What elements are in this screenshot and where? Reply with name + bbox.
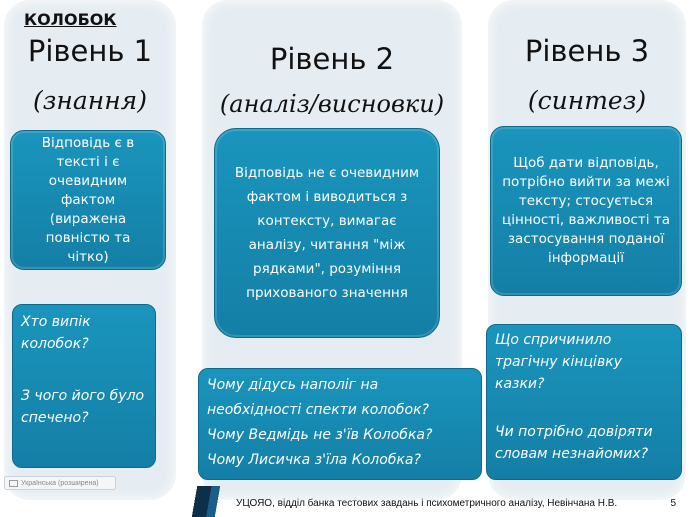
question-text: Хто випік колобок? bbox=[21, 314, 91, 352]
level-3-subtitle: (синтез) bbox=[527, 86, 647, 115]
slide-title: КОЛОБОК bbox=[24, 10, 117, 29]
level-2-questions bbox=[198, 368, 482, 480]
level-3-questions bbox=[486, 324, 682, 480]
decorative-stripe bbox=[180, 486, 232, 517]
footer bbox=[236, 498, 686, 509]
level-1-subtitle: (знання) bbox=[32, 86, 147, 115]
question-text: Що спричинило трагічну кінцівку казки? bbox=[495, 332, 622, 392]
language-indicator[interactable] bbox=[4, 476, 116, 490]
level-1-description bbox=[10, 130, 166, 270]
footer-text: УЦОЯО, відділ банка тестових завдань і психометричного аналізу, Невінчана Н.В. bbox=[236, 498, 618, 509]
level-1-title: Рівень 1 bbox=[27, 34, 153, 68]
level-2-description bbox=[214, 128, 440, 338]
level-1-description-text: Відповідь є в тексті і є очевидним фактом (виражена повністю та чітко) bbox=[41, 134, 135, 265]
level-3-description bbox=[490, 126, 682, 296]
level-2-description-text: Відповідь не є очевидним фактом і виводиться з контексту, вимагає аналізу, читання "між рядками", розуміння прихованого значення bbox=[234, 165, 420, 301]
keyboard-icon bbox=[9, 480, 18, 487]
level-2-title: Рівень 2 bbox=[269, 42, 395, 76]
question-text: Чи потрібно довіряти словам незнайомих? bbox=[495, 424, 653, 462]
page-number: 5 bbox=[670, 498, 676, 509]
question-text: Чому дідусь наполіг на необхідності спекти колобок? bbox=[207, 377, 429, 418]
question-text: Чому Ведмідь не з'їв Колобка? bbox=[207, 427, 433, 443]
question-text: З чого його було спечено? bbox=[21, 388, 145, 426]
level-3-title: Рівень 3 bbox=[524, 34, 650, 68]
level-3-description-text: Щоб дати відповідь, потрібно вийти за межі тексту; стосується цінності, важливості та застосування поданої інформації bbox=[502, 155, 670, 266]
level-1-questions bbox=[12, 304, 156, 468]
language-label: Українська (розширена) bbox=[21, 479, 99, 487]
level-2-subtitle: (аналіз/висновки) bbox=[219, 90, 445, 118]
question-text: Чому Лисичка з'їла Колобка? bbox=[207, 452, 421, 468]
